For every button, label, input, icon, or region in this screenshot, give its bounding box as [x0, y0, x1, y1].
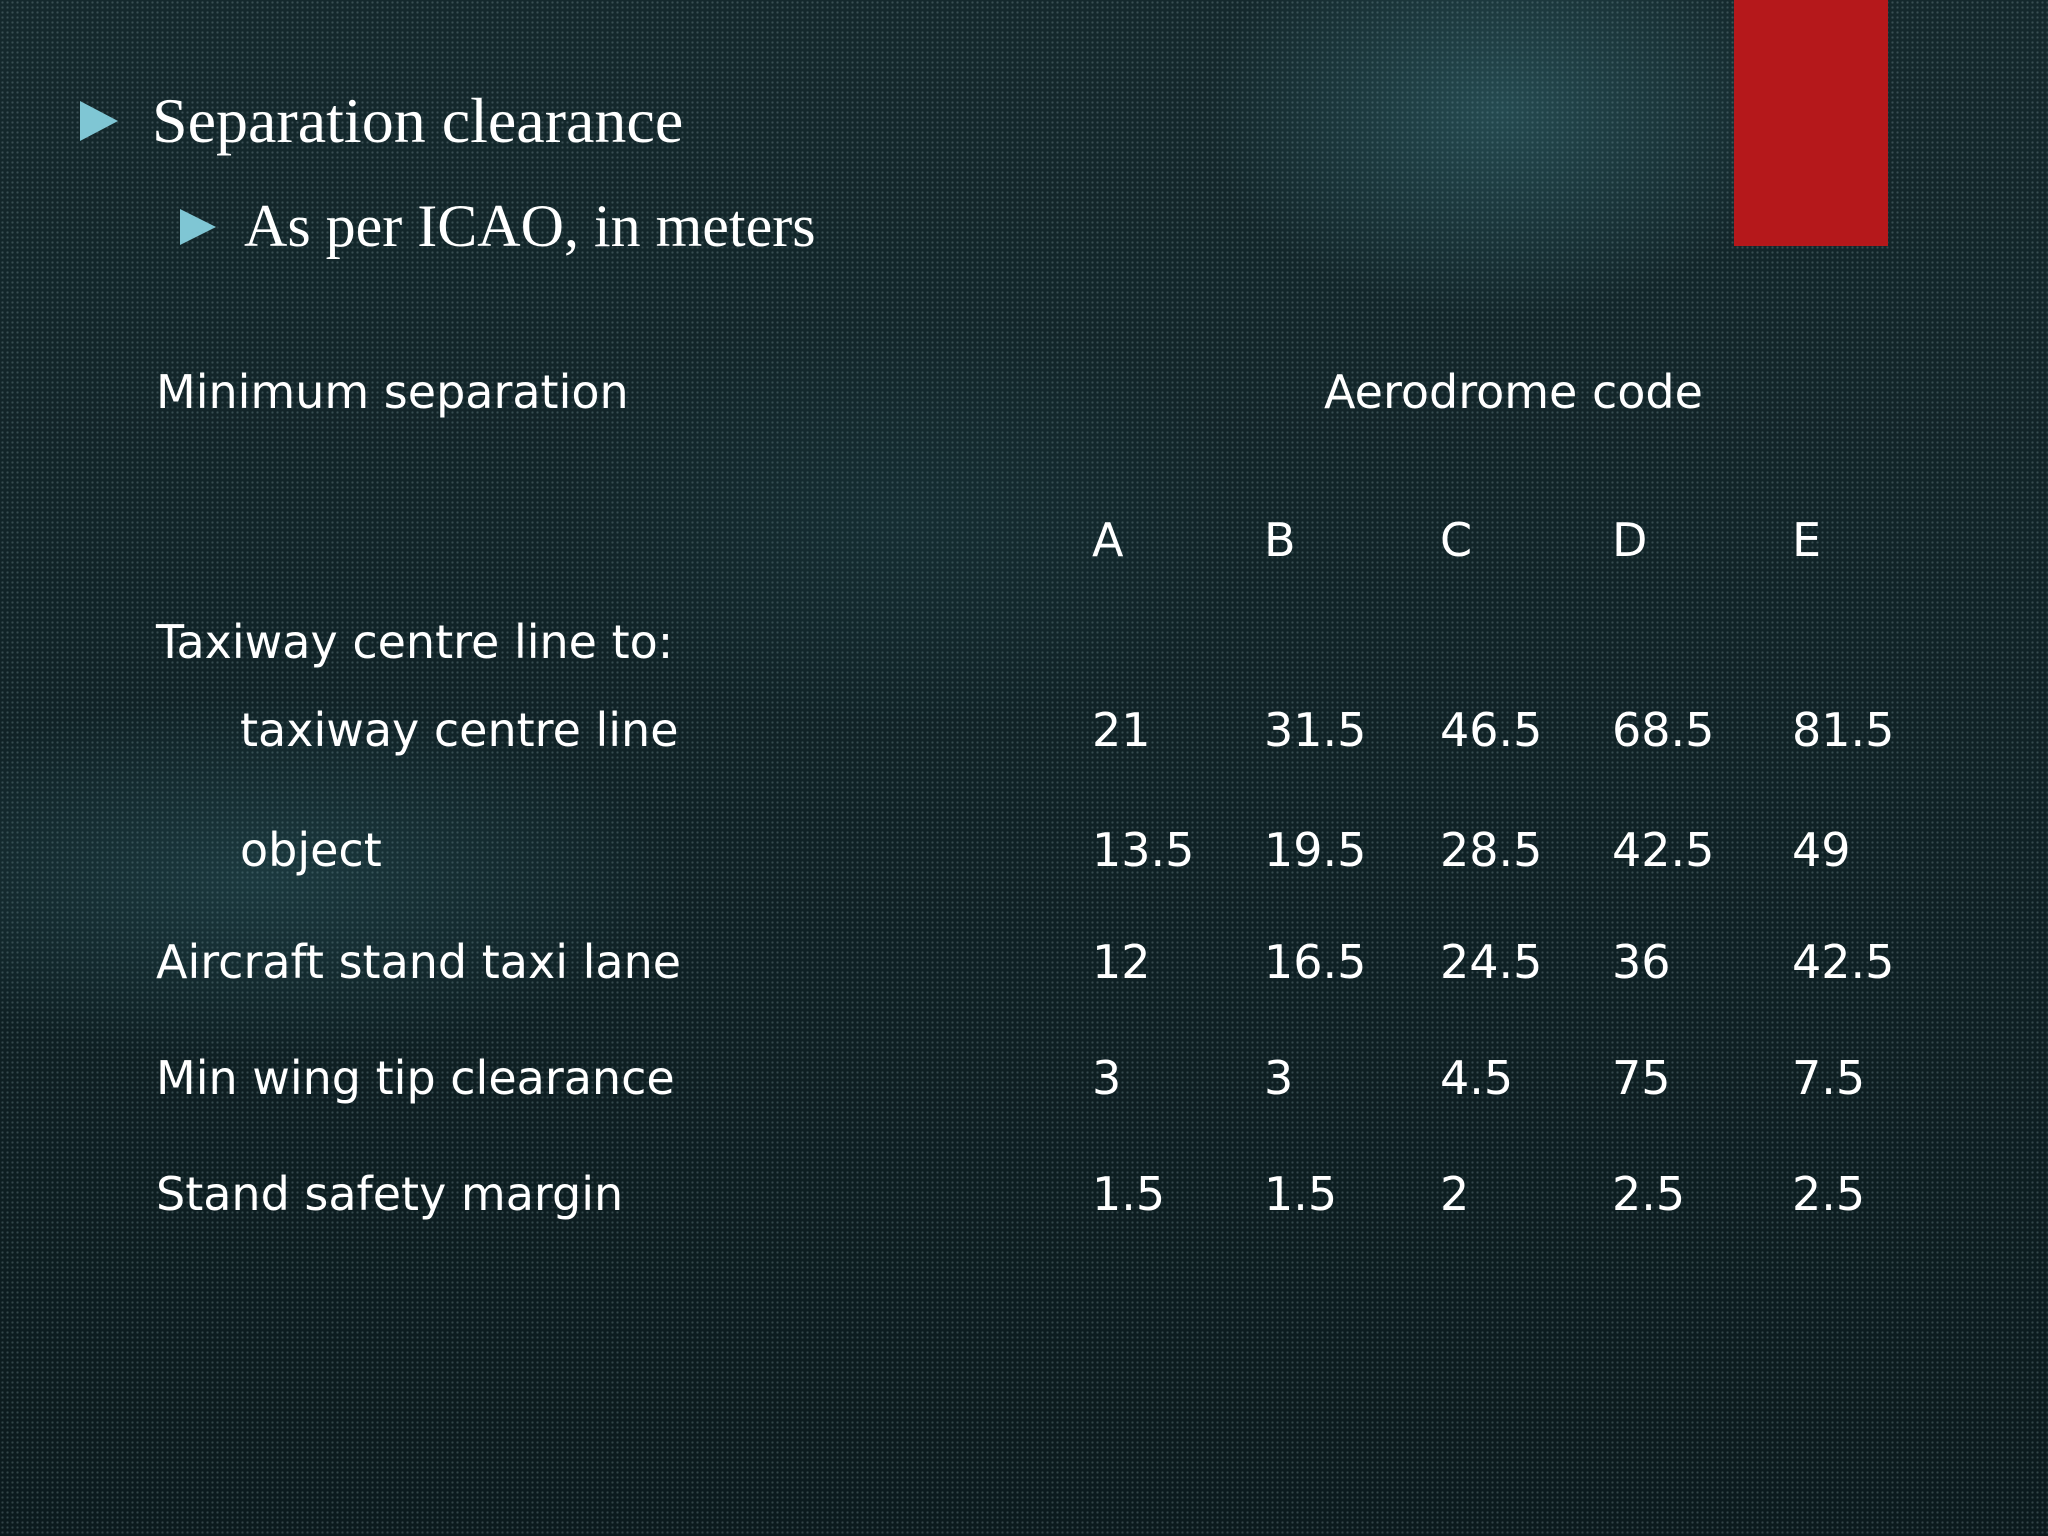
table-cell: 16.5	[1264, 935, 1367, 989]
section-label: Taxiway centre line to:	[156, 615, 674, 669]
row-label: object	[240, 823, 382, 877]
row-label: Aircraft stand taxi lane	[156, 935, 682, 989]
table-cell: 1.5	[1092, 1167, 1166, 1221]
bullet-text: Separation clearance	[152, 85, 684, 156]
table-cell: 24.5	[1440, 935, 1543, 989]
table-cell: 42.5	[1612, 823, 1715, 877]
table-group-header: Aerodrome code	[1324, 365, 1703, 419]
table-cell: 46.5	[1440, 703, 1543, 757]
row-label: Min wing tip clearance	[156, 1051, 675, 1105]
column-header: E	[1792, 513, 1822, 567]
column-header: C	[1440, 513, 1473, 567]
row-label: Stand safety margin	[156, 1167, 624, 1221]
table-cell: 19.5	[1264, 823, 1367, 877]
table-cell: 49	[1792, 823, 1851, 877]
table-cell: 4.5	[1440, 1051, 1514, 1105]
table-cell: 12	[1092, 935, 1151, 989]
bullet-text: As per ICAO, in meters	[244, 193, 816, 259]
bullet-level-2	[180, 192, 816, 261]
table-cell: 2.5	[1792, 1167, 1866, 1221]
table-cell: 36	[1612, 935, 1671, 989]
table-cell: 1.5	[1264, 1167, 1338, 1221]
table-cell: 2	[1440, 1167, 1470, 1221]
table-header-label: Minimum separation	[156, 365, 629, 419]
table-cell: 42.5	[1792, 935, 1895, 989]
table-cell: 7.5	[1792, 1051, 1866, 1105]
table-cell: 21	[1092, 703, 1151, 757]
column-header: A	[1092, 513, 1124, 567]
column-header: B	[1264, 513, 1296, 567]
table-cell: 13.5	[1092, 823, 1195, 877]
table-cell: 3	[1092, 1051, 1122, 1105]
table-cell: 81.5	[1792, 703, 1895, 757]
triangle-bullet-icon	[180, 209, 216, 245]
red-accent-bar	[1734, 0, 1888, 246]
table-cell: 2.5	[1612, 1167, 1686, 1221]
table-cell: 28.5	[1440, 823, 1543, 877]
row-label: taxiway centre line	[240, 703, 679, 757]
triangle-bullet-icon	[80, 101, 118, 141]
bullet-level-1	[80, 84, 683, 158]
column-header: D	[1612, 513, 1648, 567]
table-cell: 3	[1264, 1051, 1294, 1105]
table-cell: 68.5	[1612, 703, 1715, 757]
table-cell: 75	[1612, 1051, 1671, 1105]
table-cell: 31.5	[1264, 703, 1367, 757]
